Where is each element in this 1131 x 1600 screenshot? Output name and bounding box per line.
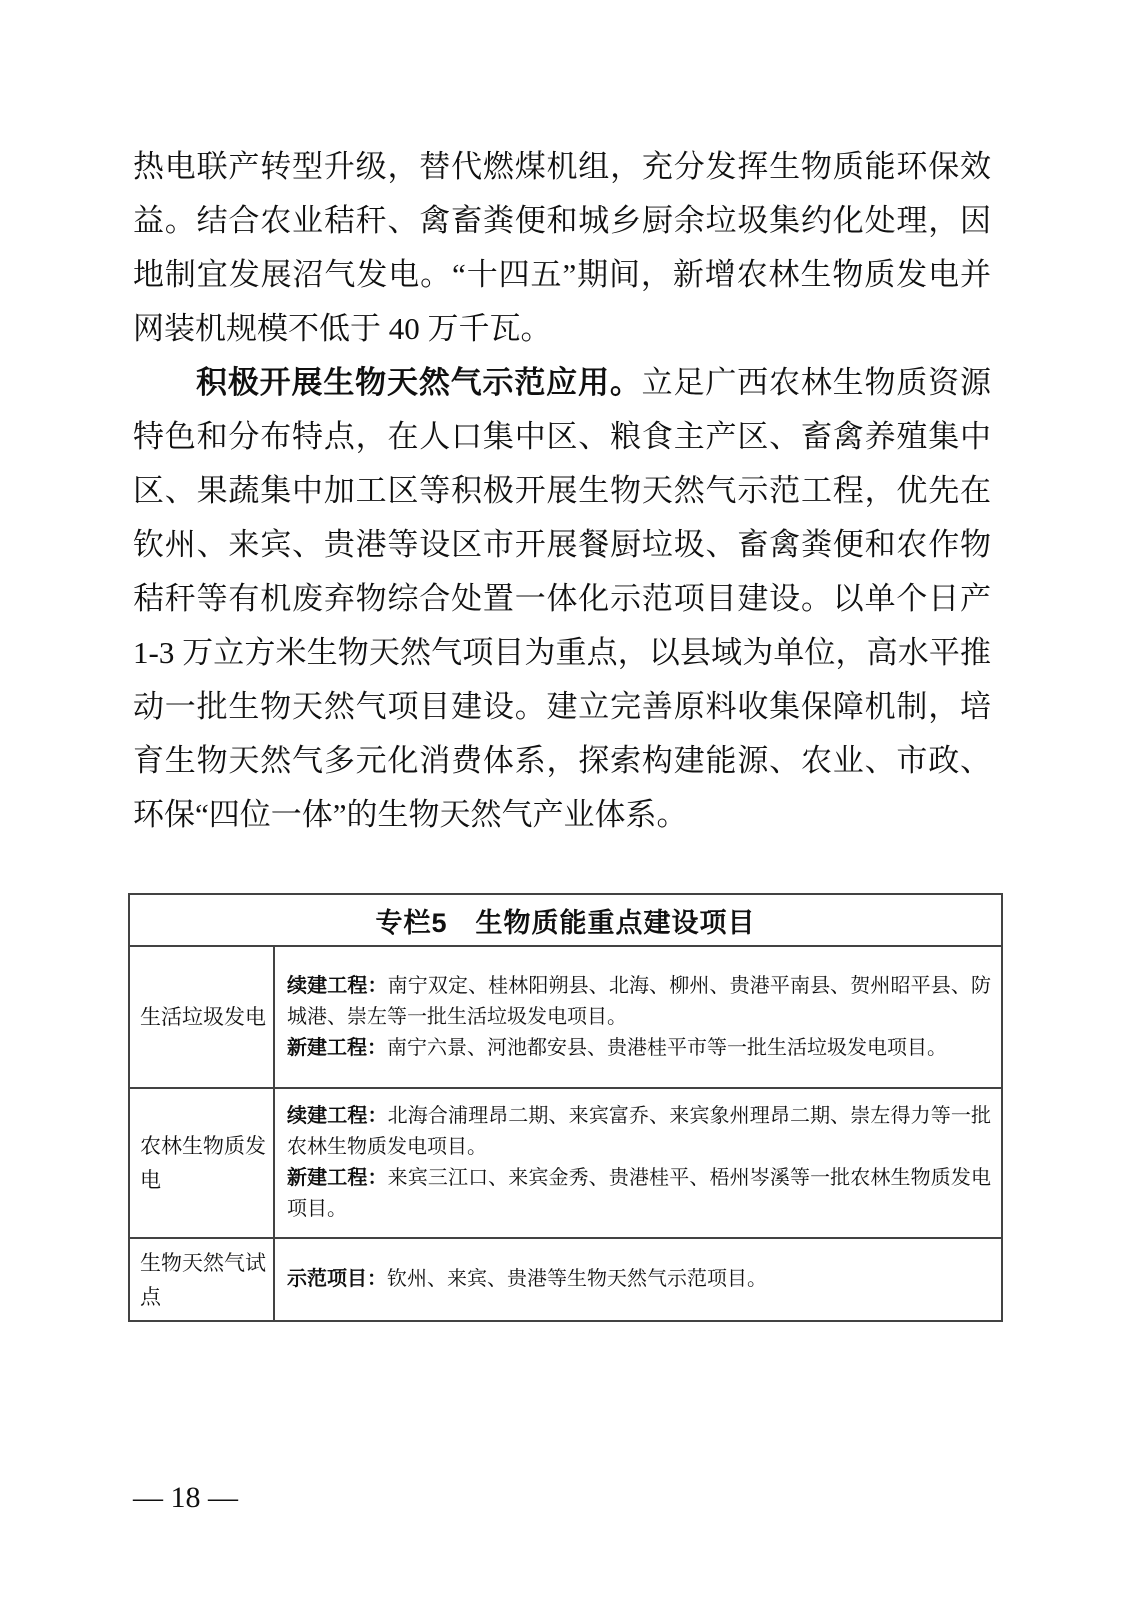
paragraph-bio-natural-gas: [133, 356, 991, 842]
paragraph-biomass-power: 热电联产转型升级，替代燃煤机组，充分发挥生物质能环保效益。结合农业秸秆、禽畜粪便和城乡厨余垃圾集约化处理，因地制宜发展沼气发电。“十四五”期间，新增农林生物质发电并网装机规模不低于 40 万千瓦。: [133, 149, 991, 346]
project-item: [287, 971, 991, 1033]
item-label-continued: 续建工程：: [287, 974, 388, 997]
item-label-new: 新建工程：: [287, 1167, 388, 1189]
row-category-label: 农林生物质发电: [140, 1134, 266, 1192]
item-text: 南宁六景、河池都安县、贵港桂平市等一批生活垃圾发电项目。: [387, 1036, 947, 1059]
table-row-waste-power: [130, 947, 1001, 1089]
row-content-cell: [275, 947, 1001, 1087]
project-item: [287, 1264, 991, 1295]
item-label-new: 新建工程：: [287, 1036, 387, 1059]
paragraph-bold-lead: 积极开展生物天然气示范应用。: [196, 365, 642, 400]
table-row-forest-biomass: [130, 1089, 1001, 1239]
row-category-label: 生活垃圾发电: [140, 1005, 266, 1029]
row-content-cell: [275, 1089, 1001, 1237]
item-label-continued: 续建工程：: [287, 1105, 388, 1127]
body-text-block: [133, 140, 991, 842]
key-projects-table: [128, 893, 1003, 1322]
item-label-demo: 示范项目：: [287, 1268, 387, 1290]
table-title: 专栏5 生物质能重点建设项目: [130, 895, 1001, 947]
row-category-cell: [130, 1089, 275, 1237]
table-row-biogas-pilot: [130, 1239, 1001, 1320]
paragraph-body: 立足广西农林生物质资源特色和分布特点，在人口集中区、粮食主产区、畜禽养殖集中区、果蔬集中加工区等积极开展生物天然气示范工程，优先在钦州、来宾、贵港等设区市开展餐厨垃圾、畜禽粪便和农作物秸秆等有机废弃物综合处置一体化示范项目建设。以单个日产 1-3 万立方米生物天然气项目为重点，以县域为单位，高水平推动一批生物天然气项目建设。建立完善原料收集保障机制，培育生物天然气多元化消费体系，探索构建能源、农业、市政、环保“四位一体”的生物天然气产业体系。: [133, 365, 992, 832]
row-category-cell: [130, 1239, 275, 1320]
row-category-label: 生物天然气试点: [140, 1250, 266, 1309]
project-item: [287, 1163, 991, 1225]
project-item: [287, 1101, 991, 1163]
item-text: 南宁双定、桂林阳朔县、北海、柳州、贵港平南县、贺州昭平县、防城港、崇左等一批生活垃圾发电项目。: [287, 974, 992, 1028]
item-text: 钦州、来宾、贵港等生物天然气示范项目。: [387, 1268, 767, 1290]
item-text: 北海合浦理昂二期、来宾富乔、来宾象州理昂二期、崇左得力等一批农林生物质发电项目。: [287, 1105, 992, 1158]
row-content-cell: [275, 1239, 1001, 1320]
row-category-cell: [130, 947, 275, 1087]
page-number: — 18 —: [133, 1481, 238, 1514]
item-text: 来宾三江口、来宾金秀、贵港桂平、梧州岑溪等一批农林生物质发电项目。: [287, 1167, 992, 1220]
project-item: [287, 1033, 991, 1064]
